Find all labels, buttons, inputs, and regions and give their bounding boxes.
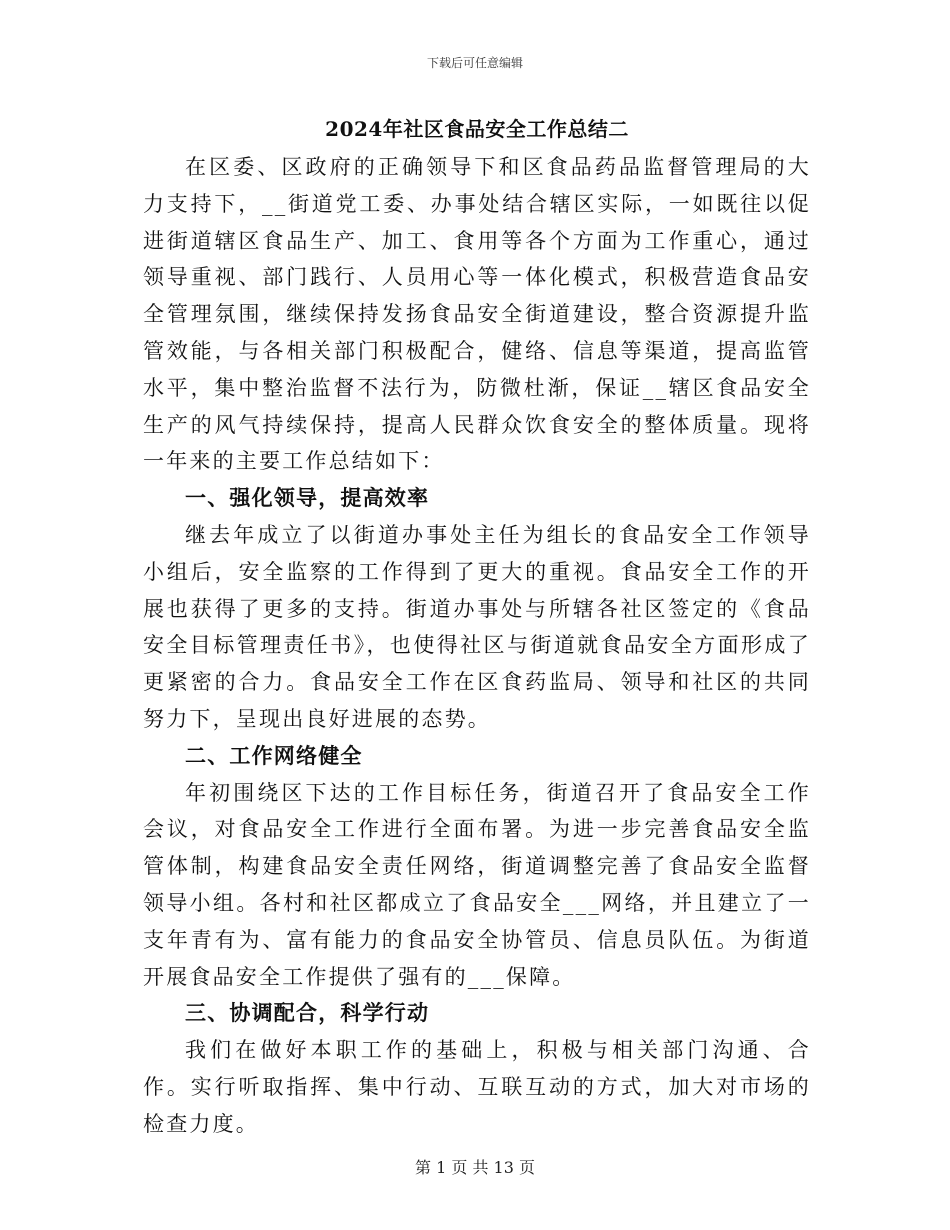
section-heading-2: 二、工作网络健全	[185, 742, 363, 768]
section-1-paragraph: 继去年成立了以街道办事处主任为组长的食品安全工作领导小组后，安全监察的工作得到了更大的重视。食品安全工作的开展也获得了更多的支持。街道办事处与所辖各社区签定的《食品安全目标管理责任书》，也使得社区与街道就食品安全方面形成了更紧密的合力。食品安全工作在区食药监局、领导和社区的共同努力下，呈现出良好进展的态势。	[143, 522, 811, 731]
document-body	[143, 113, 811, 1143]
header-note: 下载后可任意编辑	[426, 56, 523, 70]
section-heading-1: 一、强化领导，提高效率	[185, 485, 430, 511]
section-heading-3: 三、协调配合，科学行动	[185, 1000, 430, 1026]
page-number: 第 1 页 共 13 页	[415, 1158, 535, 1177]
section-2-paragraph: 年初围绕区下达的工作目标任务，街道召开了食品安全工作会议，对食品安全工作进行全面布署。为进一步完善食品安全监管体制，构建食品安全责任网络，街道调整完善了食品安全监督领导小组。各村和社区都成立了食品安全___网络，并且建立了一支年青有为、富有能力的食品安全协管员、信息员队伍。为街道开展食品安全工作提供了强有的___保障。	[143, 780, 811, 989]
section-3-paragraph: 我们在做好本职工作的基础上，积极与相关部门沟通、合作。实行听取指挥、集中行动、互联互动的方式，加大对市场的检查力度。	[143, 1038, 811, 1136]
intro-paragraph: 在区委、区政府的正确领导下和区食品药品监督管理局的大力支持下，__街道党工委、办事处结合辖区实际，一如既往以促进街道辖区食品生产、加工、食用等各个方面为工作重心，通过领导重视、部门践行、人员用心等一体化模式，积极营造食品安全管理氛围，继续保持发扬食品安全街道建设，整合资源提升监管效能，与各相关部门积极配合，健络、信息等渠道，提高监管水平，集中整治监督不法行为，防微杜渐，保证__辖区食品安全生产的风气持续保持，提高人民群众饮食安全的整体质量。现将一年来的主要工作总结如下：	[143, 155, 811, 474]
document-title: 2024年社区食品安全工作总结二	[325, 117, 629, 141]
